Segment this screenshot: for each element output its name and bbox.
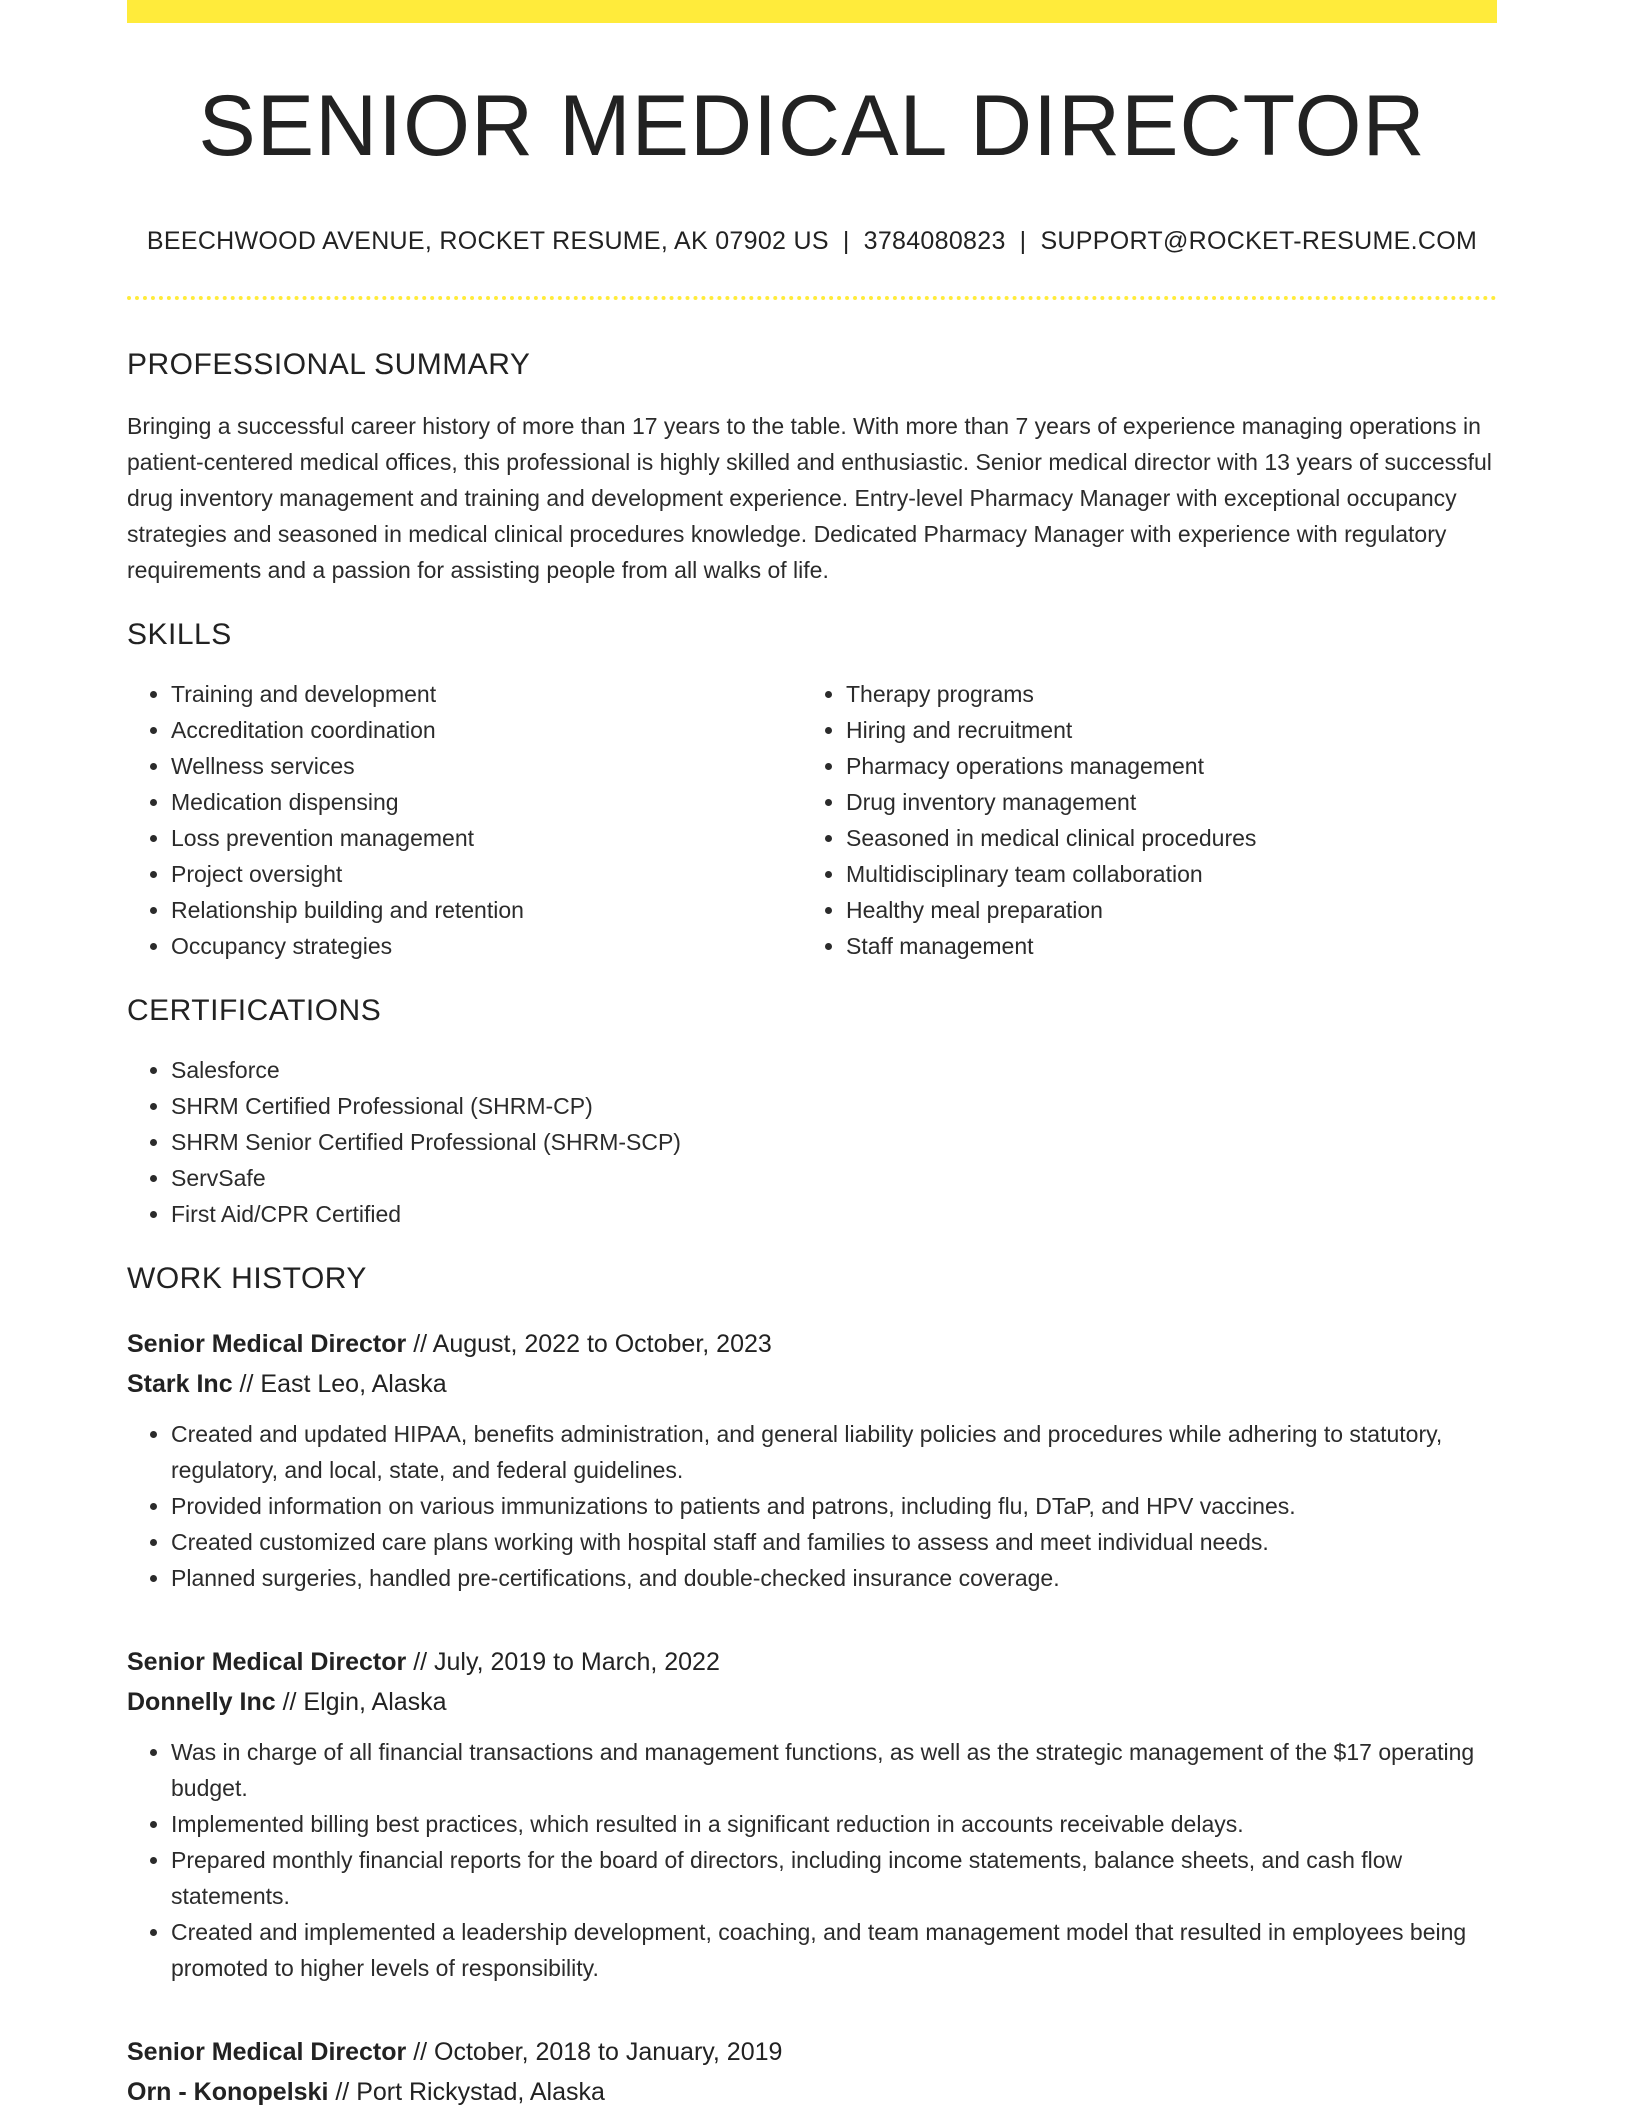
job-duties bbox=[127, 1416, 1497, 1596]
job-company: Stark Inc bbox=[127, 1370, 233, 1398]
dotted-divider bbox=[127, 296, 1497, 300]
job-location: // Elgin, Alaska bbox=[275, 1688, 447, 1716]
job-location: // East Leo, Alaska bbox=[232, 1370, 447, 1398]
job-duties bbox=[127, 1734, 1497, 1986]
job-location: // Port Rickystad, Alaska bbox=[328, 2078, 605, 2106]
top-accent-bar bbox=[127, 0, 1497, 23]
contact-separator: | bbox=[1019, 227, 1027, 255]
job-dates: // August, 2022 to October, 2023 bbox=[406, 1330, 772, 1358]
skill-item: • Multidisciplinary team collaboration bbox=[846, 856, 1477, 892]
skill-item: • Seasoned in medical clinical procedures bbox=[846, 820, 1477, 856]
job-entry bbox=[127, 1642, 1497, 1986]
job-title-line bbox=[127, 1324, 1497, 1364]
job-position: Senior Medical Director bbox=[127, 2038, 407, 2066]
skill-item: • Staff management bbox=[846, 928, 1477, 964]
certification-item: • Salesforce bbox=[171, 1052, 1497, 1088]
job-title-line bbox=[127, 1642, 1497, 1682]
contact-phone: 3784080823 bbox=[863, 227, 1006, 255]
job-position: Senior Medical Director bbox=[127, 1330, 407, 1358]
job-entry bbox=[127, 1324, 1497, 1596]
skill-item: • Pharmacy operations management bbox=[846, 748, 1477, 784]
job-dates: // October, 2018 to January, 2019 bbox=[406, 2038, 783, 2066]
resume-page bbox=[127, 0, 1497, 2112]
contact-line bbox=[127, 227, 1497, 256]
skill-item: • Drug inventory management bbox=[846, 784, 1477, 820]
skill-item: • Accreditation coordination bbox=[171, 712, 802, 748]
skill-item: • Training and development bbox=[171, 676, 802, 712]
job-company-line bbox=[127, 2072, 1497, 2112]
job-position: Senior Medical Director bbox=[127, 1648, 407, 1676]
skill-item: • Healthy meal preparation bbox=[846, 892, 1477, 928]
skill-item: • Relationship building and retention bbox=[171, 892, 802, 928]
skill-item: • Therapy programs bbox=[846, 676, 1477, 712]
job-duty: • Created and implemented a leadership development, coaching, and team management model that resulted in employees being promoted to higher levels of responsibility. bbox=[171, 1914, 1497, 1986]
skill-item: • Wellness services bbox=[171, 748, 802, 784]
contact-email[interactable]: SUPPORT@ROCKET-RESUME.COM bbox=[1040, 227, 1478, 255]
skill-item: • Occupancy strategies bbox=[171, 928, 802, 964]
job-company: Orn - Konopelski bbox=[127, 2078, 329, 2106]
job-duty: • Implemented billing best practices, which resulted in a significant reduction in accounts receivable delays. bbox=[171, 1806, 1497, 1842]
job-duty: • Provided information on various immunizations to patients and patrons, including flu, DTaP, and HPV vaccines. bbox=[171, 1488, 1497, 1524]
certification-item: • ServSafe bbox=[171, 1160, 1497, 1196]
job-company-line bbox=[127, 1682, 1497, 1722]
summary-heading: PROFESSIONAL SUMMARY bbox=[127, 348, 531, 381]
job-duty: • Was in charge of all financial transactions and management functions, as well as the strategic management of the $17 operating budget. bbox=[171, 1734, 1497, 1806]
job-title-line bbox=[127, 2032, 1497, 2072]
job-company: Donnelly Inc bbox=[127, 1688, 276, 1716]
job-company-line bbox=[127, 1364, 1497, 1404]
job-duty: • Prepared monthly financial reports for the board of directors, including income statements, balance sheets, and cash flow statements. bbox=[171, 1842, 1497, 1914]
certification-item: • First Aid/CPR Certified bbox=[171, 1196, 1497, 1232]
skills-column-right bbox=[802, 676, 1477, 964]
skill-item: • Medication dispensing bbox=[171, 784, 802, 820]
summary-text: Bringing a successful career history of more than 17 years to the table. With more than 7 years of experience managing operations in patient-centered medical offices, this professional is highly skilled and enthusiastic. Senior medical director with 13 years of successful drug inventory management and training and development experience. Entry-level Pharmacy Manager with exceptional occupancy strategies and seasoned in medical clinical procedures knowledge. Dedicated Pharmacy Manager with experience with regulatory requirements and a passion for assisting people from all walks of life. bbox=[127, 413, 1492, 583]
resume-title: SENIOR MEDICAL DIRECTOR bbox=[198, 78, 1426, 174]
work-history-heading: WORK HISTORY bbox=[127, 1262, 367, 1295]
certification-item: • SHRM Certified Professional (SHRM-CP) bbox=[171, 1088, 1497, 1124]
job-duty: • Created and updated HIPAA, benefits administration, and general liability policies and procedures while adhering to statutory, regulatory, and local, state, and federal guidelines. bbox=[171, 1416, 1497, 1488]
job-dates: // July, 2019 to March, 2022 bbox=[406, 1648, 720, 1676]
skills-grid bbox=[127, 676, 1497, 964]
contact-address: BEECHWOOD AVENUE, ROCKET RESUME, AK 07902 US bbox=[146, 227, 829, 255]
skills-heading: SKILLS bbox=[127, 618, 232, 651]
skill-item: • Loss prevention management bbox=[171, 820, 802, 856]
skill-item: • Hiring and recruitment bbox=[846, 712, 1477, 748]
job-duty: • Created customized care plans working with hospital staff and families to assess and meet individual needs. bbox=[171, 1524, 1497, 1560]
certification-item: • SHRM Senior Certified Professional (SHRM-SCP) bbox=[171, 1124, 1497, 1160]
certifications-list bbox=[127, 1052, 1497, 1232]
certifications-heading: CERTIFICATIONS bbox=[127, 994, 382, 1027]
skills-column-left bbox=[127, 676, 802, 964]
job-entry bbox=[127, 2032, 1497, 2112]
contact-separator: | bbox=[842, 227, 850, 255]
job-duty: • Planned surgeries, handled pre-certifications, and double-checked insurance coverage. bbox=[171, 1560, 1497, 1596]
skill-item: • Project oversight bbox=[171, 856, 802, 892]
